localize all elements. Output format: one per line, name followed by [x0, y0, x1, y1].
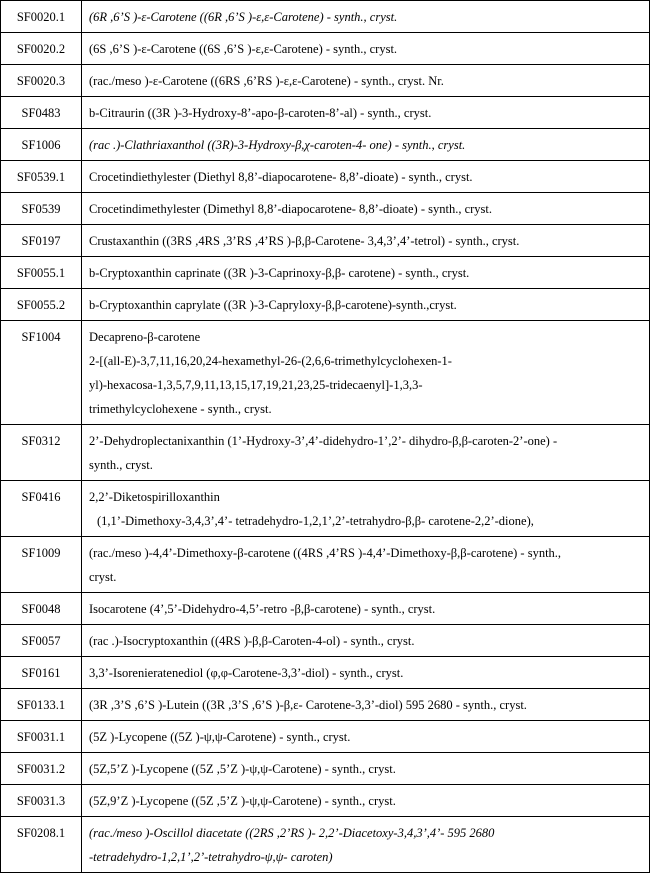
compound-description-cell: [82, 129, 650, 161]
table-row: [1, 225, 650, 257]
catalog-code-cell: SF1009: [1, 537, 82, 593]
catalog-code-cell: SF0197: [1, 225, 82, 257]
description-line: (rac .)-Isocryptoxanthin ((4RS )-β,β-Caroten-4-ol) - synth., cryst.: [89, 634, 415, 648]
compound-description-cell: [82, 257, 650, 289]
compound-description-cell: [82, 161, 650, 193]
table-row: [1, 657, 650, 689]
compound-description-cell: [82, 689, 650, 721]
table-row: [1, 689, 650, 721]
compound-description-cell: [82, 97, 650, 129]
description-line: (rac./meso )-ε-Carotene ((6RS ,6’RS )-ε,ε-Carotene) - synth., cryst. Nr.: [89, 74, 444, 88]
description-line: Isocarotene (4’,5’-Didehydro-4,5’-retro -β,β-carotene) - synth., cryst.: [89, 602, 436, 616]
compound-description-cell: [82, 33, 650, 65]
table-row: [1, 537, 650, 593]
catalog-code-cell: SF0020.2: [1, 33, 82, 65]
table-row: [1, 289, 650, 321]
description-line: (6R ,6’S )-ε-Carotene ((6R ,6’S )-ε,ε-Carotene) - synth., cryst.: [89, 10, 398, 24]
catalog-code-cell: SF0416: [1, 481, 82, 537]
catalog-code-cell: SF0055.2: [1, 289, 82, 321]
description-line: b-Citraurin ((3R )-3-Hydroxy-8’-apo-β-caroten-8’-al) - synth., cryst.: [89, 106, 432, 120]
compound-description-cell: [82, 65, 650, 97]
description-line: Crocetindiethylester (Diethyl 8,8’-diapocarotene- 8,8’-dioate) - synth., cryst.: [89, 170, 473, 184]
compound-description-cell: [82, 537, 650, 593]
compound-description-cell: [82, 721, 650, 753]
compound-description-cell: [82, 321, 650, 425]
compound-description-cell: [82, 817, 650, 873]
description-line: synth., cryst.: [89, 458, 153, 472]
compound-description-cell: [82, 593, 650, 625]
catalog-code-cell: SF1004: [1, 321, 82, 425]
compound-description-cell: [82, 625, 650, 657]
table-row: [1, 97, 650, 129]
catalog-code-cell: SF0048: [1, 593, 82, 625]
description-line: (5Z,9’Z )-Lycopene ((5Z ,5’Z )-ψ,ψ-Carotene) - synth., cryst.: [89, 794, 396, 808]
catalog-code-cell: SF0057: [1, 625, 82, 657]
description-line: Crocetindimethylester (Dimethyl 8,8’-diapocarotene- 8,8’-dioate) - synth., cryst.: [89, 202, 492, 216]
compound-description-cell: [82, 425, 650, 481]
description-line: -tetradehydro-1,2,1’,2’-tetrahydro-ψ,ψ- caroten): [89, 850, 333, 864]
catalog-code-cell: SF0031.3: [1, 785, 82, 817]
catalog-code-cell: SF0031.1: [1, 721, 82, 753]
description-line: (5Z,5’Z )-Lycopene ((5Z ,5’Z )-ψ,ψ-Carotene) - synth., cryst.: [89, 762, 396, 776]
table-row: [1, 129, 650, 161]
description-line: Crustaxanthin ((3RS ,4RS ,3’RS ,4’RS )-β,β-Carotene- 3,4,3’,4’-tetrol) - synth., cryst.: [89, 234, 520, 248]
catalog-code-cell: SF0031.2: [1, 753, 82, 785]
table-row: [1, 161, 650, 193]
table-row: [1, 193, 650, 225]
description-line: 2-[(all-E)-3,7,11,16,20,24-hexamethyl-26-(2,6,6-trimethylcyclohexen-1-: [89, 354, 452, 368]
table-row: [1, 625, 650, 657]
compound-description-cell: [82, 785, 650, 817]
table-row: [1, 721, 650, 753]
compound-description-cell: [82, 1, 650, 33]
catalog-code-cell: SF0161: [1, 657, 82, 689]
compound-description-cell: [82, 481, 650, 537]
description-line: (rac .)-Clathriaxanthol ((3R)-3-Hydroxy-β,χ-caroten-4- one) - synth., cryst.: [89, 138, 466, 152]
description-line: (1,1’-Dimethoxy-3,4,3’,4’- tetradehydro-1,2,1’,2’-tetrahydro-β,β- carotene-2,2’-dione),: [97, 514, 534, 528]
catalog-code-cell: SF0483: [1, 97, 82, 129]
description-line: trimethylcyclohexene - synth., cryst.: [89, 402, 272, 416]
description-line: (6S ,6’S )-ε-Carotene ((6S ,6’S )-ε,ε-Carotene) - synth., cryst.: [89, 42, 398, 56]
description-line: 3,3’-Isorenieratenediol (φ,φ-Carotene-3,3’-diol) - synth., cryst.: [89, 666, 404, 680]
compound-description-cell: [82, 193, 650, 225]
table-row: [1, 65, 650, 97]
catalog-code-cell: SF0133.1: [1, 689, 82, 721]
description-line: 2’-Dehydroplectanixanthin (1’-Hydroxy-3’,4’-didehydro-1’,2’- dihydro-β,β-caroten-2’-one) -: [89, 434, 558, 448]
description-line: (rac./meso )-4,4’-Dimethoxy-β-carotene ((4RS ,4’RS )-4,4’-Dimethoxy-β,β-carotene) - synth.,: [89, 546, 562, 560]
description-line: (3R ,3’S ,6’S )-Lutein ((3R ,3’S ,6’S )-β,ε- Carotene-3,3’-diol) 595 2680 - synth., cryst.: [89, 698, 527, 712]
table-row: [1, 33, 650, 65]
compound-description-cell: [82, 657, 650, 689]
catalog-code-cell: SF0312: [1, 425, 82, 481]
catalog-code-cell: SF0208.1: [1, 817, 82, 873]
table-row: [1, 753, 650, 785]
table-row: [1, 257, 650, 289]
catalog-code-cell: SF0020.1: [1, 1, 82, 33]
catalog-code-cell: SF0020.3: [1, 65, 82, 97]
description-line: cryst.: [89, 570, 117, 584]
description-line: (5Z )-Lycopene ((5Z )-ψ,ψ-Carotene) - synth., cryst.: [89, 730, 351, 744]
table-row: [1, 593, 650, 625]
description-line: yl)-hexacosa-1,3,5,7,9,11,13,15,17,19,21,23,25-tridecaenyl]-1,3,3-: [89, 378, 423, 392]
table-row: [1, 817, 650, 873]
table-row: [1, 425, 650, 481]
table-row: [1, 481, 650, 537]
table-row: [1, 1, 650, 33]
description-line: b-Cryptoxanthin caprinate ((3R )-3-Caprinoxy-β,β- carotene) - synth., cryst.: [89, 266, 470, 280]
catalog-code-cell: SF0539.1: [1, 161, 82, 193]
description-line: b-Cryptoxanthin caprylate ((3R )-3-Capryloxy-β,β-carotene)-synth.,cryst.: [89, 298, 457, 312]
compound-description-cell: [82, 225, 650, 257]
description-line: (rac./meso )-Oscillol diacetate ((2RS ,2’RS )- 2,2’-Diacetoxy-3,4,3’,4’- 595 2680: [89, 826, 495, 840]
catalog-code-cell: SF1006: [1, 129, 82, 161]
catalog-code-cell: SF0539: [1, 193, 82, 225]
catalog-code-cell: SF0055.1: [1, 257, 82, 289]
table-body: [1, 1, 650, 873]
table-row: [1, 785, 650, 817]
compound-description-cell: [82, 289, 650, 321]
description-line: 2,2’-Diketospirilloxanthin: [89, 490, 220, 504]
compound-description-cell: [82, 753, 650, 785]
table-row: [1, 321, 650, 425]
description-line: Decapreno-β-carotene: [89, 330, 201, 344]
